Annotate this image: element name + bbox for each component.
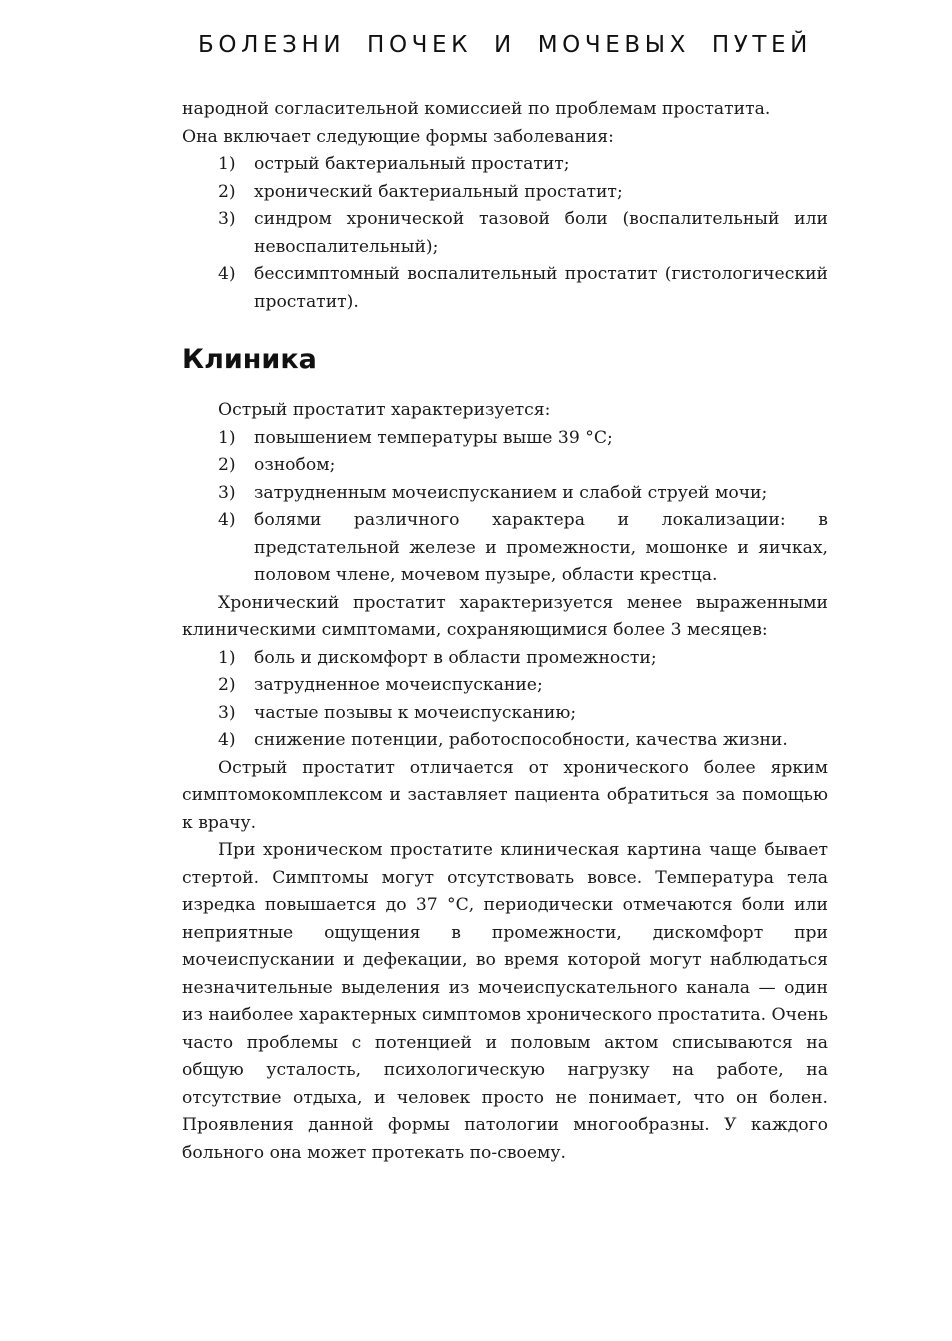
section-title: Клиника	[182, 344, 317, 375]
list-item-number: 4)	[218, 510, 236, 530]
list-item-text: синдром хронической тазовой боли (воспалительный или невоспалительный);	[254, 209, 828, 257]
list-item-number: 3)	[218, 702, 236, 723]
list-item	[182, 425, 828, 453]
list-item-text: ознобом;	[254, 455, 336, 475]
list-item-number: 4)	[218, 730, 236, 750]
list-item-number: 2)	[218, 675, 236, 695]
list-item-number: 1)	[218, 647, 236, 668]
list-item-number: 1)	[218, 154, 236, 174]
acute-symptoms-list	[182, 425, 828, 590]
list-item-text: затрудненным мочеиспусканием и слабой струей мочи;	[254, 482, 768, 503]
intro-line-2: Она включает следующие формы заболевания:	[182, 126, 614, 147]
list-item	[182, 179, 828, 207]
list-item	[182, 206, 828, 261]
chronic-symptoms-list	[182, 645, 828, 755]
list-item-number: 1)	[218, 427, 236, 448]
paragraph-acute-vs-chronic: Острый простатит отличается от хронического более ярким симптомокомплексом и заставляет пациента обратиться за помощью к врачу.	[182, 757, 828, 833]
list-item	[182, 727, 828, 755]
list-item-text: бессимптомный воспалительный простатит (гистологический простатит).	[254, 264, 828, 312]
intro-block	[182, 96, 828, 316]
list-item-number: 2)	[218, 181, 236, 202]
list-item-text: снижение потенции, работоспособности, качества жизни.	[254, 730, 788, 750]
list-item	[182, 480, 828, 508]
list-item	[182, 672, 828, 700]
list-item-text: повышением температуры выше 39 °С;	[254, 427, 613, 448]
list-item	[182, 645, 828, 673]
list-item	[182, 261, 828, 316]
list-item-text: острый бактериальный простатит;	[254, 154, 570, 174]
acute-intro: Острый простатит характеризуется:	[218, 400, 551, 420]
list-item-text: болями различного характера и локализации: в предстательной железе и промежности, мошонке и яичках, половом члене, мочевом пузыре, области крестца.	[254, 510, 828, 585]
list-item-number: 4)	[218, 264, 236, 284]
paragraph-chronic-course: При хроническом простатите клиническая картина чаще бывает стертой. Симптомы могут отсутствовать вовсе. Температура тела изредка повышается до 37 °С, периодически отмечаются боли или неприятные ощущения в промежности, дискомфорт при мочеиспускании и дефекации, во время которой могут наблюдаться незначительные выделения из мочеиспускательного канала — один из наиболее характерных симптомов хронического простатита. Очень часто проблемы с потенцией и половым актом списываются на общую усталость, психологическую нагрузку на работе, на отсутствие отдыха, и человек просто не понимает, что он болен. Проявления данной формы патологии многообразны. У каждого больного она может протекать по-своему.	[182, 840, 828, 1163]
list-item-text: хронический бактериальный простатит;	[254, 181, 623, 202]
list-item-number: 2)	[218, 455, 236, 475]
list-item-text: частые позывы к мочеиспусканию;	[254, 702, 577, 723]
running-head: БОЛЕЗНИ ПОЧЕК И МОЧЕВЫХ ПУТЕЙ	[197, 32, 812, 58]
prostatitis-forms-list	[182, 151, 828, 316]
list-item-text: боль и дискомфорт в области промежности;	[254, 647, 657, 668]
intro-line-1: народной согласительной комиссией по проблемам простатита.	[182, 99, 771, 119]
list-item	[182, 700, 828, 728]
list-item-number: 3)	[218, 482, 236, 503]
list-item	[182, 151, 828, 179]
list-item-number: 3)	[218, 209, 236, 229]
clinic-block	[182, 397, 828, 1167]
list-item-text: затрудненное мочеиспускание;	[254, 675, 543, 695]
list-item	[182, 452, 828, 480]
list-item	[182, 507, 828, 590]
chronic-intro: Хронический простатит характеризуется менее выраженными клиническими симптомами, сохраняющимися более 3 месяцев:	[182, 592, 828, 640]
